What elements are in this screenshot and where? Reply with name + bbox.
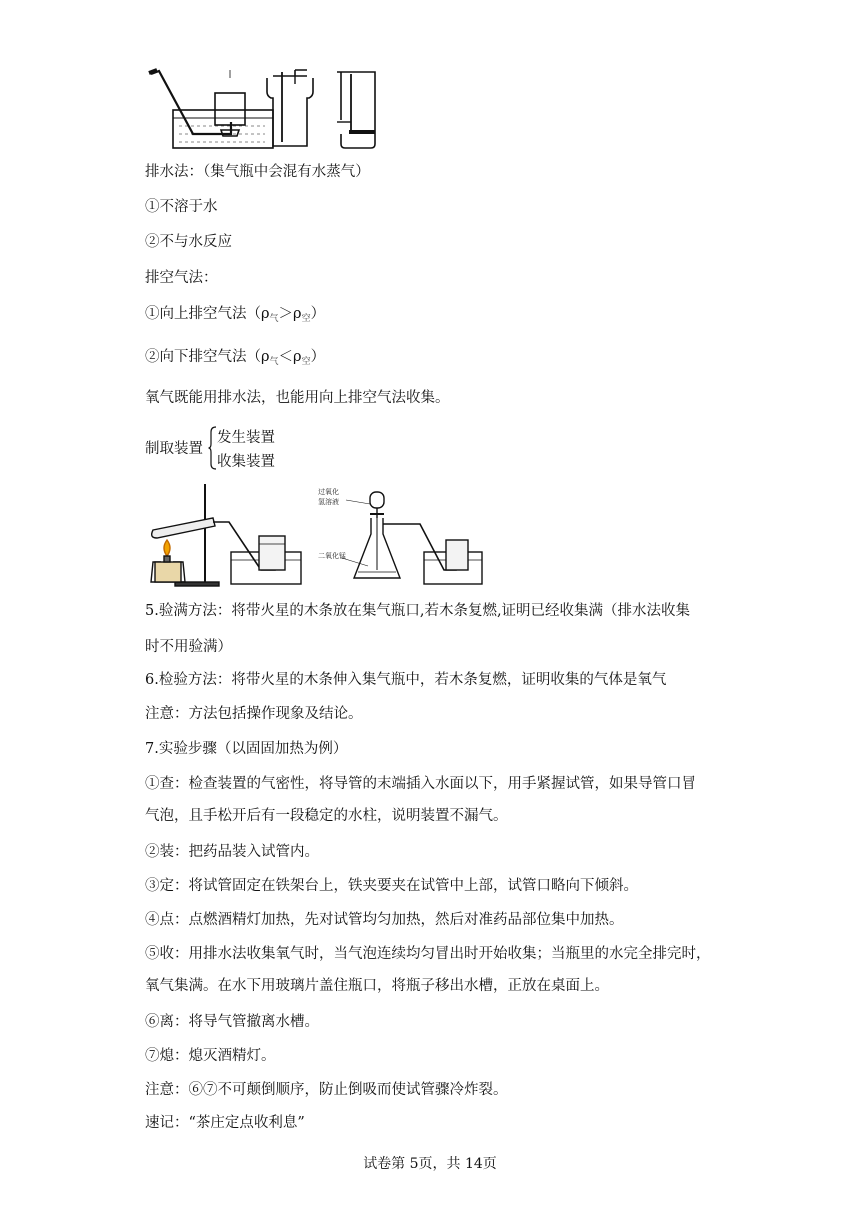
water-displacement-method: 排水法：（集气瓶中会混有水蒸气） [145,164,370,180]
upward-air-displacement: ①向上排空气法$(\rho_气>\rho_空)$ [145,306,326,324]
step-ignite: ④点：点燃酒精灯加热，先对试管均匀加热，然后对准药品部位集中加热。 [145,912,624,928]
gas-collection-diagram [145,66,385,152]
heating-apparatus-diagram [145,482,305,588]
water-condition-1: ①不溶于水 [145,199,218,215]
step-collect-line1: ⑤收：用排水法收集氧气时，当气泡连续均匀冒出时开始收集；当瓶里的水完全排完时， [145,946,711,962]
page-footer: 试卷第 5页，共 14页 [363,1156,497,1172]
water-condition-2: ②不与水反应 [145,234,232,250]
label-h2o2-line2: 氢溶液 [318,498,339,506]
label-mno2: 二氧化锰 [318,552,346,560]
step-load: ②装：把药品装入试管内。 [145,844,319,860]
step-collect-line2: 氧气集满。在水下用玻璃片盖住瓶口，将瓶子移出水槽，正放在桌面上。 [145,978,609,994]
note-method: 注意：方法包括操作现象及结论。 [145,706,363,722]
check-full-method-line1: 5.验满方法：将带火星的木条放在集气瓶口,若木条复燃,证明已经收集满（排水法收集 [145,603,691,619]
step-check-line1: ①查：检查装置的气密性，将导管的末端插入水面以下，用手紧握试管，如果导管口冒 [145,776,696,792]
downward-air-displacement: ②向下排空气法$(\rho_气<\rho_空)$ [145,349,326,367]
brace-item-generator: 发生装置 [217,430,275,446]
test-method: 6.检验方法：将带火星的木条伸入集气瓶中，若木条复燃，证明收集的气体是氧气 [145,672,667,688]
mnemonic: 速记：“茶庄定点收利息” [145,1115,305,1131]
label-h2o2-line1: 过氧化 [318,488,339,496]
step-extinguish: ⑦熄：熄灭酒精灯。 [145,1048,276,1064]
oxygen-collection-note: 氧气既能用排水法，也能用向上排空气法收集。 [145,390,450,406]
brace-item-collector: 收集装置 [217,454,275,470]
step-check-line2: 气泡，且手松开后有一段稳定的水柱，说明装置不漏气。 [145,808,508,824]
air-displacement-method: 排空气法： [145,270,218,286]
step-remove: ⑥离：将导气管撤离水槽。 [145,1014,319,1030]
brace-label: 制取装置 [145,441,203,457]
note-order: 注意：⑥⑦不可颠倒顺序，防止倒吸而使试管骤冷炸裂。 [145,1082,508,1098]
check-full-method-line2: 时不用验满） [145,639,232,655]
brace-icon [208,426,217,470]
step-fix: ③定：将试管固定在铁架台上，铁夹要夹在试管中上部，试管口略向下倾斜。 [145,878,638,894]
steps-title: 7.实验步骤（以固固加热为例） [145,741,348,757]
peroxide-apparatus-diagram [318,482,484,588]
